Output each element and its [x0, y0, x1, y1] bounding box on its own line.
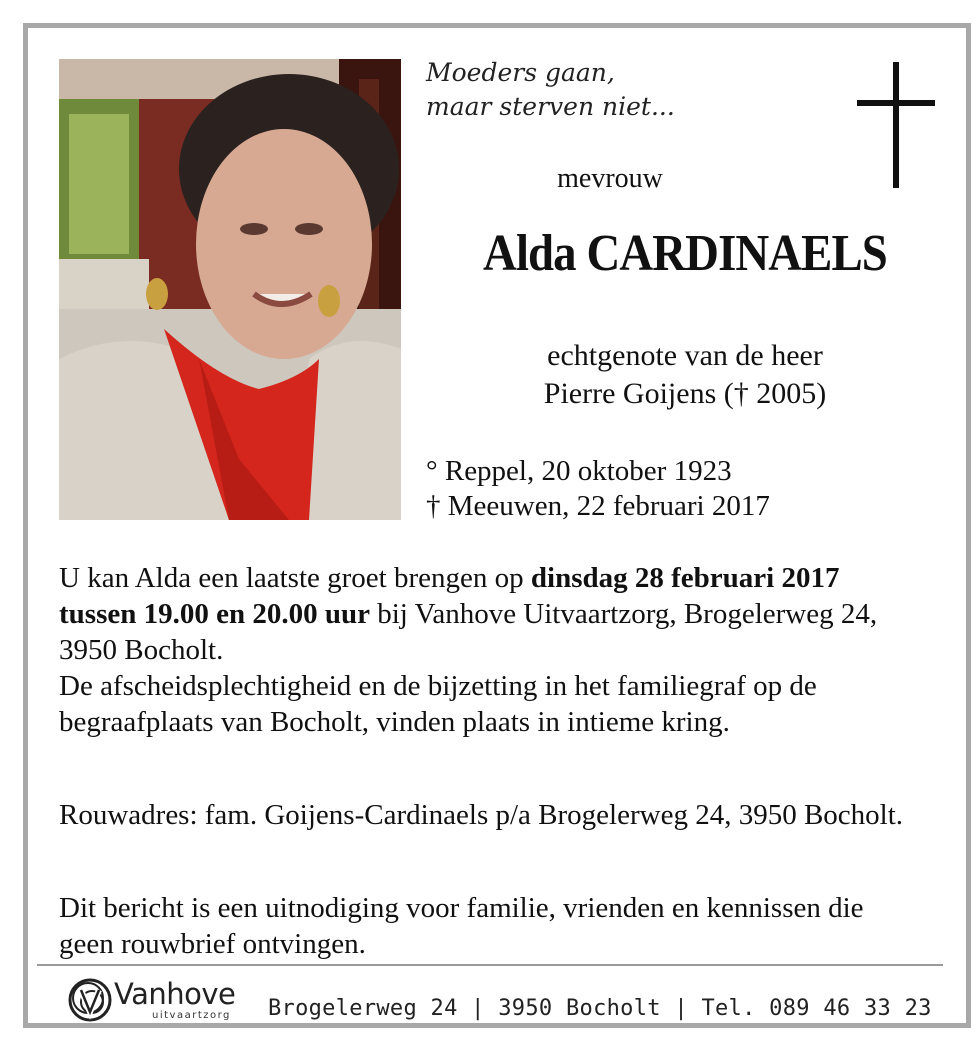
visitation-intro: U kan Alda een laatste groet brengen op	[59, 562, 531, 594]
vanhove-logo-icon	[64, 976, 116, 1024]
spouse-line-2: Pierre Goijens († 2005)	[543, 377, 827, 410]
birth-date: ° Reppel, 20 oktober 1923	[426, 455, 732, 487]
logo-subtitle: uitvaartzorg	[152, 1010, 231, 1021]
visitation-paragraph	[59, 560, 919, 740]
spouse-info	[420, 337, 950, 413]
footer-address: Brogelerweg 24 | 3950 Bocholt | Tel. 089 46 33 23	[268, 996, 932, 1021]
death-date: † Meeuwen, 22 februari 2017	[426, 490, 770, 522]
mourning-address: Rouwadres: fam. Goijens-Cardinaels p/a Brogelerweg 24, 3950 Bocholt.	[59, 799, 904, 831]
cross-icon	[857, 62, 935, 188]
spouse-line-1: echtgenote van de heer	[547, 339, 823, 372]
logo-name: Vanhove	[114, 977, 236, 1011]
quote-line-1: Moeders gaan,	[426, 58, 615, 87]
life-dates	[426, 454, 906, 524]
visitation-datetime: dinsdag 28 februari 2017 tussen 19.00 en 20.00 uur	[59, 562, 840, 630]
vanhove-logo	[64, 976, 254, 1026]
ceremony-text: De afscheidsplechtigheid en de bijzetting in het familiegraf op de begraafplaats van Bocholt, vinden plaats in intieme kring.	[59, 670, 817, 738]
portrait-photo	[59, 59, 401, 520]
quote-line-2: maar sterven niet...	[426, 92, 675, 121]
quote	[426, 56, 786, 124]
invitation-note: Dit bericht is een uitnodiging voor familie, vrienden en kennissen die geen rouwbrief ontvingen.	[59, 892, 864, 960]
visitation-location: bij Vanhove Uitvaartzorg, Brogelerweg 24, 3950 Bocholt.	[59, 598, 878, 666]
honorific: mevrouw	[557, 163, 663, 194]
footer-divider	[37, 964, 943, 966]
deceased-name: Alda CARDINAELS	[483, 225, 887, 282]
